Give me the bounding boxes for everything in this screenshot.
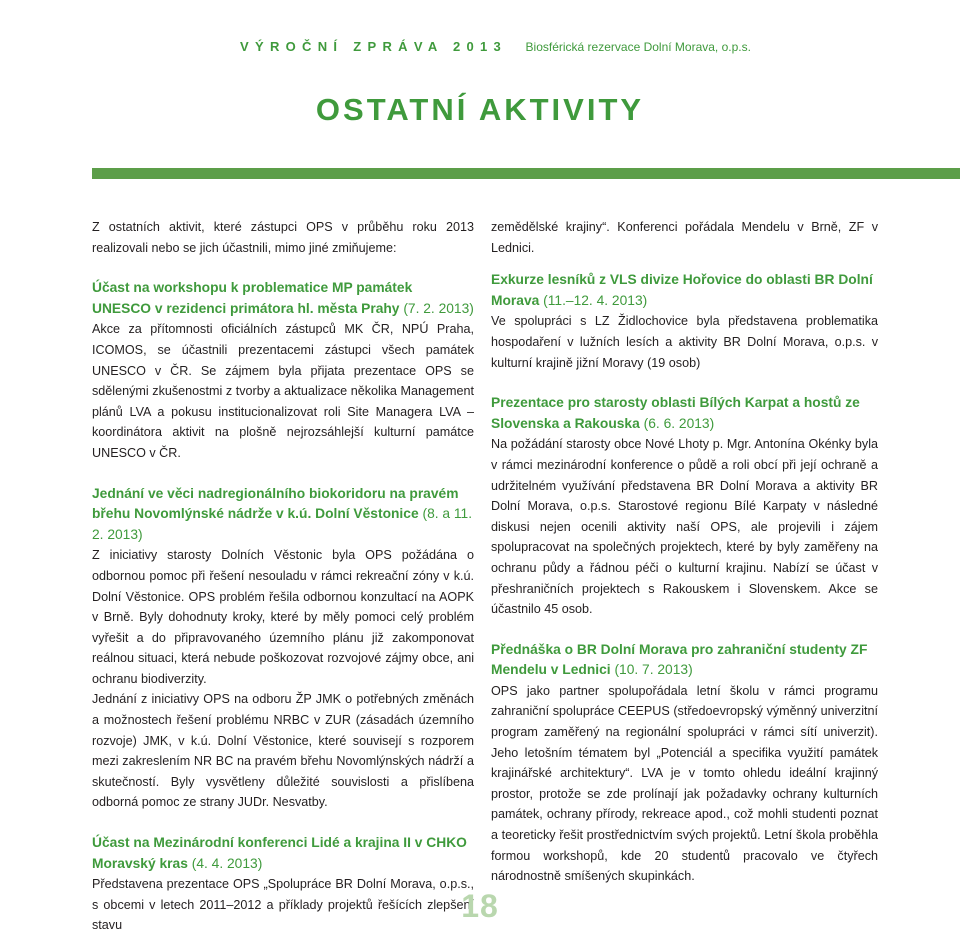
section-title: Účast na Mezinárodní konferenci Lidé a krajina II v CHKO Moravský kras bbox=[92, 835, 467, 871]
title-divider-bar bbox=[92, 168, 960, 179]
section-paragraph-continuation: zemědělské krajiny“. Konferenci pořádala Mendelu v Brně, ZF v Lednici. bbox=[491, 220, 878, 255]
section-date: (11.–12. 4. 2013) bbox=[543, 292, 648, 308]
page-number: 18 bbox=[461, 888, 499, 924]
section-title: Přednáška o BR Dolní Morava pro zahraniční studenty ZF Mendelu v Lednici bbox=[491, 641, 868, 678]
section-heading bbox=[491, 270, 878, 311]
running-header bbox=[240, 38, 751, 56]
section-heading bbox=[491, 393, 878, 434]
section-heading bbox=[92, 278, 474, 319]
section-paragraph: Na požádání starosty obce Nové Lhoty p. Mgr. Antonína Okénky byla v rámci mezinárodní konference o půdě a roli obcí při její ochraně a udržitelném využívání představena BR Dolní Morava a aktivity BR Dolní Morava, o.p.s. Starostové regionu Bílé Karpaty v následné diskusi nejen ocenili aktivity naší OPS, ale projevili i zájem spolupracovat na společných projektech, které by byly zaměřeny na ochranu půdy a řádnou péči o kulturní krajinu. Nabízí se účast v přeshraničních projektech s Rakouskem i Slovenskem. Akce se účastnilo 45 osob. bbox=[491, 437, 878, 617]
section-date: (4. 4. 2013) bbox=[191, 855, 263, 871]
section-heading bbox=[92, 833, 474, 874]
section-title: Účast na workshopu k problematice MP památek UNESCO v rezidenci primátora hl. města Prahy bbox=[92, 280, 413, 316]
section-heading bbox=[92, 484, 474, 546]
right-column bbox=[491, 217, 878, 887]
section-paragraph: Jednání z iniciativy OPS na odboru ŽP JMK o potřebných změnách a možnostech řešení problému NRBC v ZUR (zásadách územního rozvoje) JMK, v k.ú. Dolní Věstonice, které souvisejí s rozporem mezi zakreslením NR BC na pravém břehu Novomlýnských nádrží a skutečností. Byly vysvětleny důležité souvislosti a přislíbena odborná pomoc ze strany JUDr. Nesvatby. bbox=[92, 692, 474, 810]
section-title: Prezentace pro starosty oblasti Bílých Karpat a hostů ze Slovenska a Rakouska bbox=[491, 395, 860, 431]
section-title: Exkurze lesníků z VLS divize Hořovice do oblasti BR Dolní Morava bbox=[491, 272, 873, 308]
report-title: VÝROČNÍ ZPRÁVA 2013 bbox=[240, 39, 508, 54]
section-date: (8. a 11. 2. 2013) bbox=[92, 506, 473, 542]
organization-name: Biosférická rezervace Dolní Morava, o.p.s. bbox=[525, 40, 751, 54]
section-paragraph: Z iniciativy starosty Dolních Věstonic byla OPS požádána o odbornou pomoc při řešení nesouladu v rámci rekreační zóny v k.ú. Dolní Věstonice. OPS problém řešila odbornou konzultací na AOPK v Brně. Byly dohodnuty kroky, které by měly pomoci celý problém vyřešit a do připravovaného územního plánu již zakomponovat reálnou situaci, která nebude poškozovat rozvojové zájmy obce, ani ochranu biodiverzity. bbox=[92, 548, 474, 686]
section-heading bbox=[491, 640, 878, 681]
section-paragraph: OPS jako partner spolupořádala letní školu v rámci programu zahraniční spolupráce CEEPUS (středoevropský výměnný univerzitní program zaměřený na regionální spolupráci v rámci sítí univerzit). Jeho letošním tématem byl „Potenciál a specifika využití památek krajinářské architektury“. LVA je v tomto ohledu ideální krajinný prostor, protože se zde prolínají jak požadavky ochrany kulturních památek, ochrany přírody, rekreace apod., což mohli studenti poznat a teoreticky řešit prostřednictvím svých projektů. Letní škola proběhla formou workshopů, kde 20 studentů pracovalo ve čtyřech národnostně smíšených skupinkách. bbox=[491, 683, 878, 884]
section-paragraph: Akce za přítomnosti oficiálních zástupců MK ČR, NPÚ Praha, ICOMOS, se účastnili prezentacemi zástupci všech památek UNESCO v ČR. Se zájmem byla přijata prezentace OPS se sdělenými zkušenostmi z tvorby a aktualizace několika Management plánů LVA a pokusu institucionalizovat roli Site Managera LVA – koordinátora aktivit na plošně nejrozsáhlejší kulturní památce UNESCO v ČR. bbox=[92, 322, 474, 460]
left-column bbox=[92, 217, 474, 936]
section-date: (6. 6. 2013) bbox=[643, 415, 715, 431]
section-date: (7. 2. 2013) bbox=[403, 300, 474, 316]
section-title: Jednání ve věci nadregionálního biokoridoru na pravém břehu Novomlýnské nádrže v k.ú. Dolní Věstonice bbox=[92, 485, 459, 522]
page-title: OSTATNÍ AKTIVITY bbox=[315, 92, 645, 127]
section-paragraph-continued: Představena prezentace OPS „Spolupráce BR Dolní Morava, o.p.s., s obcemi v letech 2011–2012 a příklady projektů řešících zlepšení stavu bbox=[92, 877, 474, 933]
intro-paragraph: Z ostatních aktivit, které zástupci OPS v průběhu roku 2013 realizovali nebo se jich účastnili, mimo jiné zmiňujeme: bbox=[92, 220, 474, 255]
section-date: (10. 7. 2013) bbox=[614, 662, 693, 678]
section-paragraph: Ve spolupráci s LZ Židlochovice byla představena problematika hospodaření v lužních lesích a aktivity BR Dolní Morava, o.p.s. v kulturní krajině jižní Moravy (19 osob) bbox=[491, 314, 878, 370]
